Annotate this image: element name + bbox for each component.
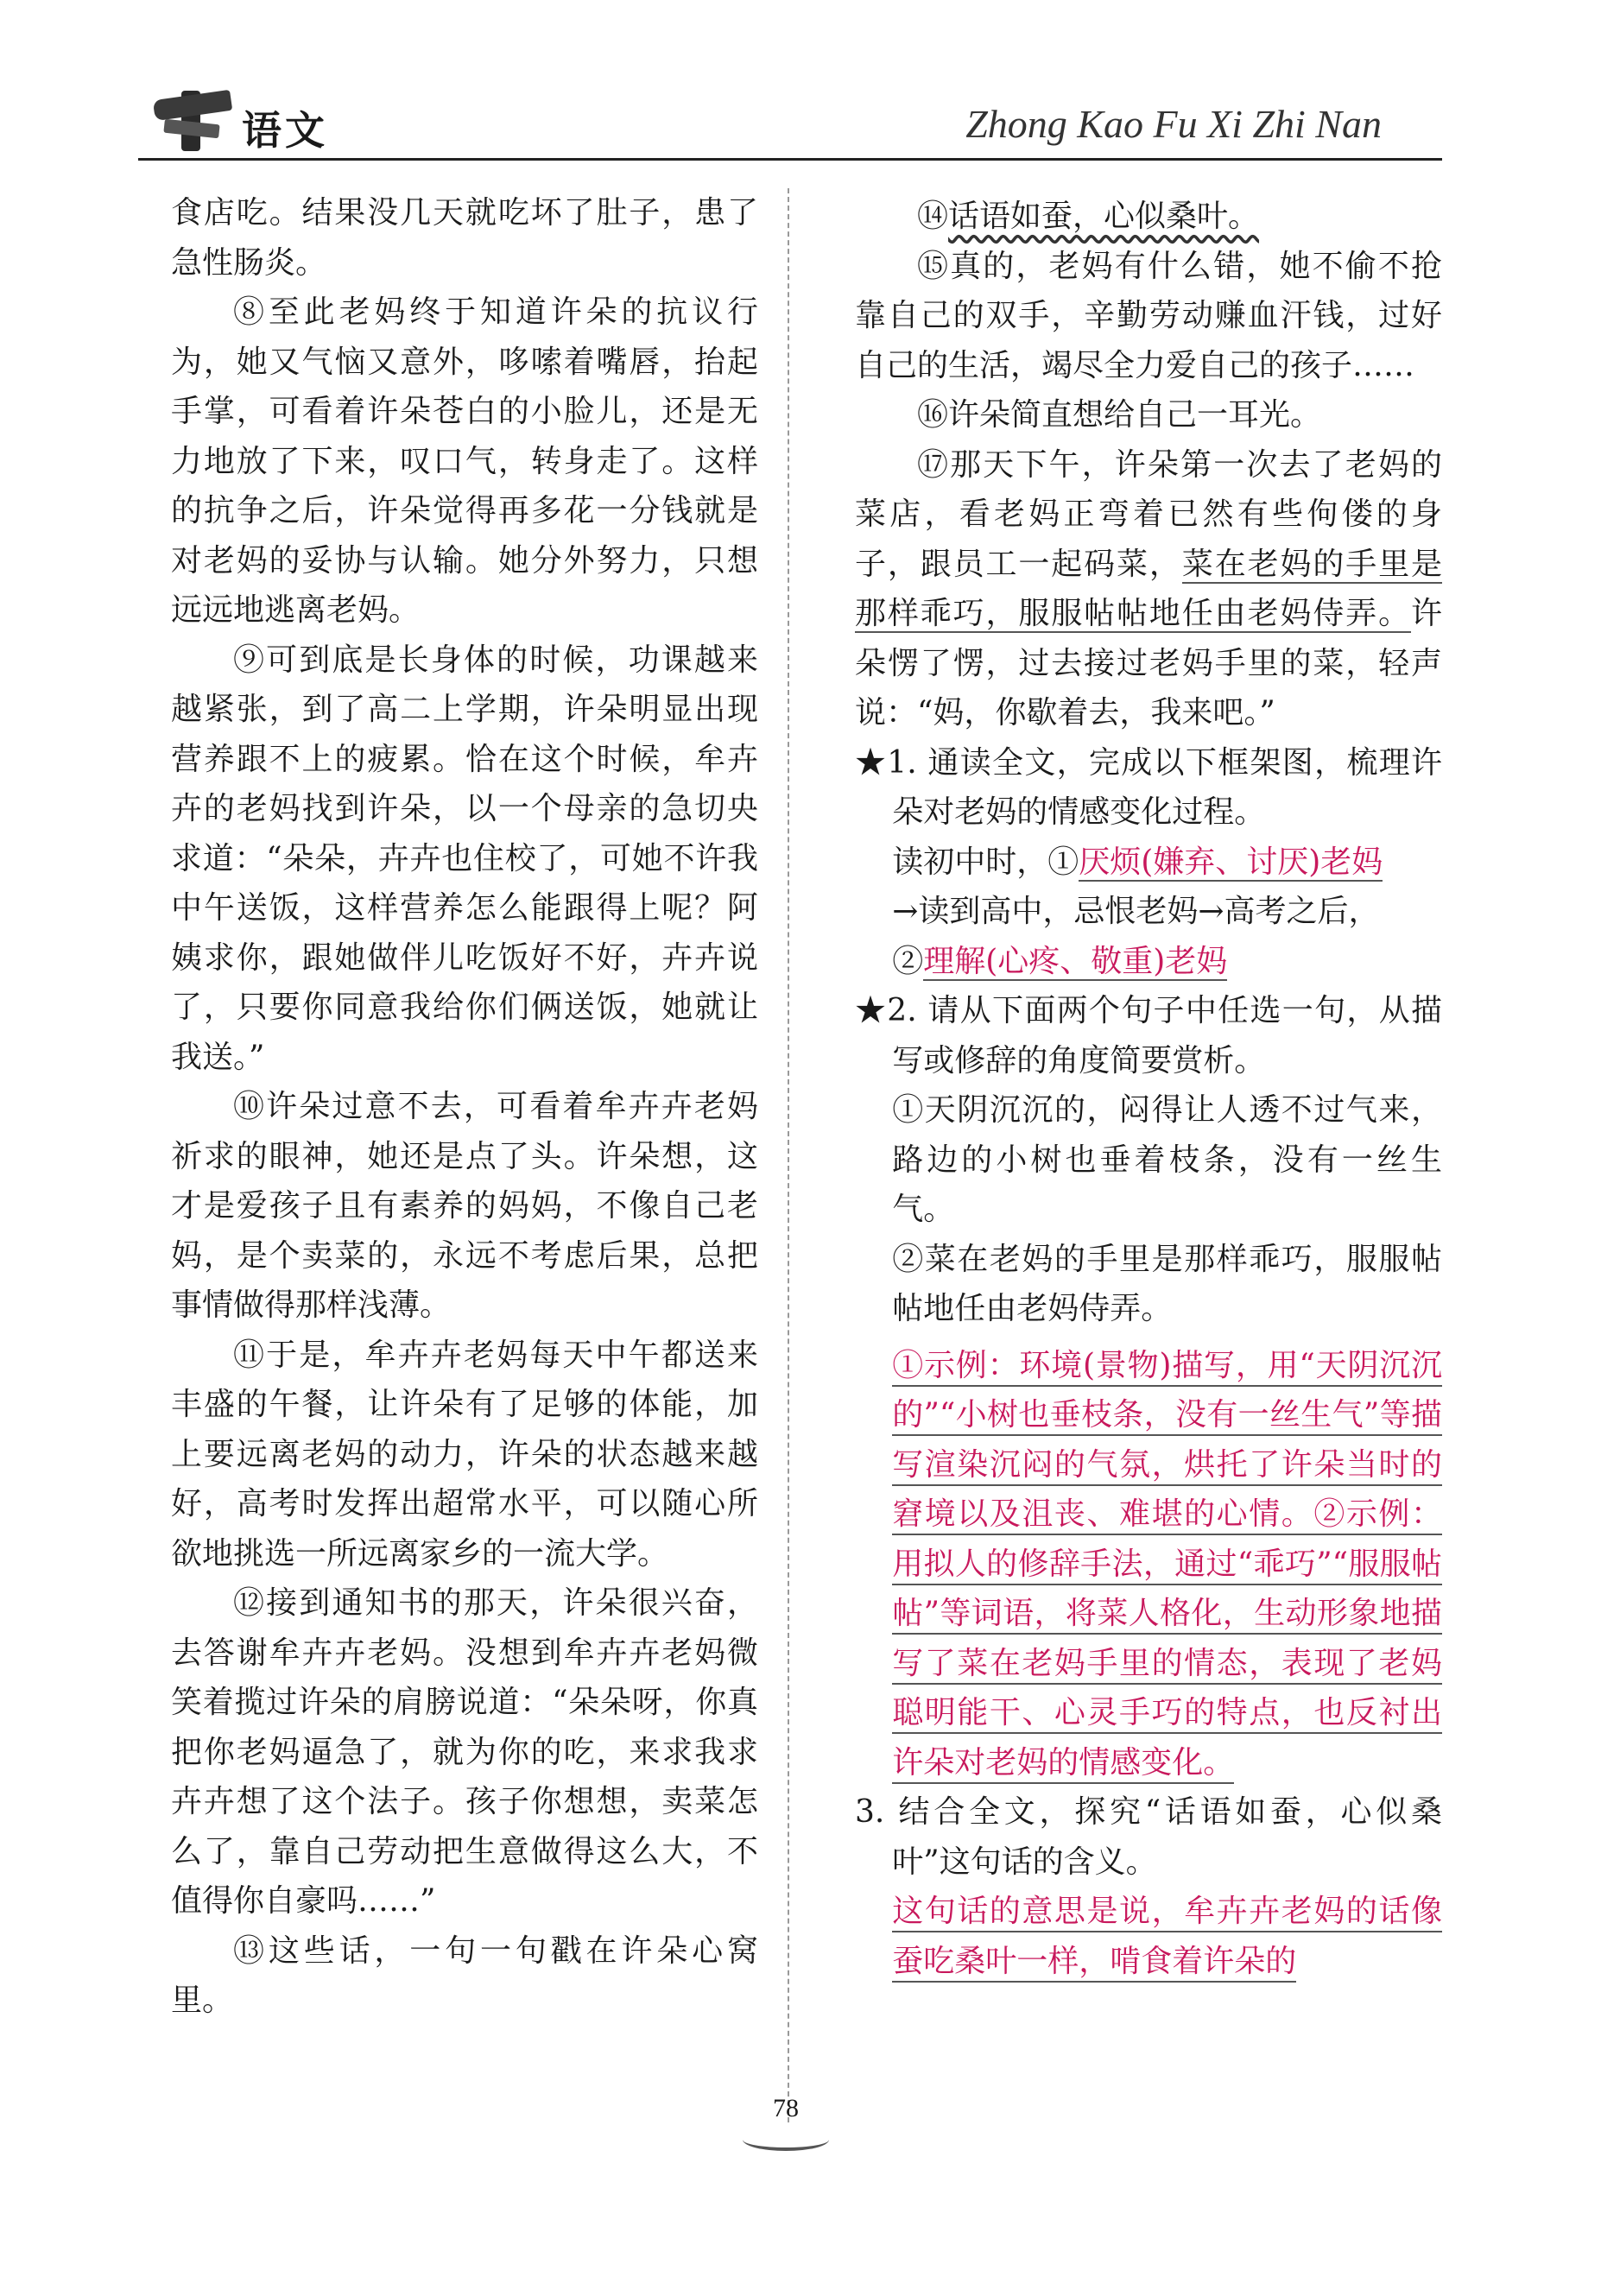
page-header [130,82,1442,168]
paragraph-14-number: ⑭ [917,199,949,234]
paragraph-9: ⑨可到底是长身体的时候，功课越来越紧张，到了高二上学期，许朵明显出现营养跟不上的疲累。恰在这个时候，牟卉卉的老妈找到许朵，以一个母亲的急切央求道：“朵朵，卉卉也住校了，可她不许我中午送饭，这样营养怎么能跟得上呢？阿姨求你，跟她做伴儿吃饭好不好，卉卉说了，只要你同意我给你们俩送饭，她就让我送。” [171,642,758,1075]
question-1-answer-2: 理解(心疼、敬重)老妈 [923,943,1228,979]
question-1-answer-1: 厌烦(嫌弃、讨厌)老妈 [1079,844,1383,880]
page-number-text: 78 [773,2094,799,2122]
column-divider [788,188,789,2122]
question-2-answer-text: ①示例：环境(景物)描写，用“天阴沉沉的”“小树也垂枝条，没有一丝生气”等描写渲染沉闷的气氛，烘托了许朵当时的窘境以及沮丧、难堪的心情。②示例：用拟人的修辞手法，通过“乖巧”“服服帖帖”等词语，将菜人格化，生动形象地描写了菜在老妈手里的情态，表现了老妈聪明能干、心灵手巧的特点，也反衬出许朵对老妈的情感变化。 [892,1348,1442,1784]
paragraph-17-part-c: 许朵愣了愣，过去接过老妈手里的菜，轻声说：“妈，你歇着去，我来吧。” [855,596,1442,731]
question-1-line-2: →读到高中，忌恨老妈→高考之后， [892,894,1380,929]
left-column [171,188,758,2026]
question-1-prefix-2: ② [892,943,924,979]
question-3-title: 3. 结合全文，探究“话语如蚕，心似桑叶”这句话的含义。 [855,1794,1442,1880]
paragraph-17 [855,440,1442,738]
paragraph-7-end: 食店吃。结果没几天就吃坏了肚子，患了急性肠炎。 [171,195,758,281]
question-2-sentence-2: ②菜在老妈的手里是那样乖巧，服服帖帖地任由老妈侍弄。 [892,1241,1442,1326]
paragraph-8: ⑧至此老妈终于知道许朵的抗议行为，她又气恼又意外，哆嗦着嘴唇，抬起手掌，可看着许朵苍白的小脸儿，还是无力地放了下来，叹口气，转身走了。这样的抗争之后，许朵觉得再多花一分钱就是对老妈的妥协与认输。她分外努力，只想远远地逃离老妈。 [171,294,758,628]
subject-title: 语文 [242,107,328,154]
question-2-sentence-1: ①天阴沉沉的，闷得让人透不过气来，路边的小树也垂着枝条，没有一丝生气。 [892,1092,1442,1227]
paragraph-12: ⑫接到通知书的那天，许朵很兴奋，去答谢牟卉卉老妈。没想到牟卉卉老妈微笑着揽过许朵的肩膀说道：“朵朵呀，你真把你老妈逼急了，就为你的吃，来求我求卉卉想了这个法子。孩子你想想，卖菜怎么了，靠自己劳动把生意做得这么大，不值得你自豪吗……” [171,1585,758,1919]
question-3-answer-text: 这句话的意思是说，牟卉卉老妈的话像蚕吃桑叶一样，啃食着许朵的 [892,1894,1442,1983]
paragraph-17-part-a: ⑰那天下午，许朵第一次去了老妈的菜店，看老妈正弯着已然有些佝偻的身子，跟员工一起码菜， [855,446,1442,582]
paragraph-10: ⑩许朵过意不去，可看着牟卉卉老妈祈求的眼神，她还是点了头。许朵想，这才是爱孩子且有素养的妈妈，不像自己老妈，是个卖菜的，永远不考虑后果，总把事情做得那样浅薄。 [171,1089,758,1323]
right-column [855,192,1442,1986]
page-number-arc [743,2128,829,2151]
paragraph-14 [855,192,1442,242]
question-1-line-1 [855,838,1442,888]
question-2-answer [855,1341,1442,1788]
paragraph-15: ⑮真的，老妈有什么错，她不偷不抢靠自己的双手，辛勤劳动赚血汗钱，过好自己的生活，竭尽全力爱自己的孩子…… [855,248,1442,383]
paragraph-13: ⑬这些话，一句一句戳在许朵心窝里。 [171,1932,758,2018]
paragraph-14-text: 话语如蚕，心似桑叶。 [948,199,1260,234]
question-2-title: ★2. 请从下面两个句子中任选一句，从描写或修辞的角度简要赏析。 [855,993,1442,1078]
series-title: Zhong Kao Fu Xi Zhi Nan [965,102,1382,146]
page-number [734,2094,838,2154]
question-3-answer [855,1887,1442,1986]
paragraph-16: ⑯许朵简直想给自己一耳光。 [917,397,1322,433]
paragraph-11: ⑪于是，牟卉卉老妈每天中午都送来丰盛的午餐，让许朵有了足够的体能，加上要远离老妈的动力，许朵的状态越来越好，高考时发挥出超常水平，可以随心所欲地挑选一所远离家乡的一流大学。 [171,1337,758,1572]
header-rule [138,158,1442,161]
paragraph-17-underlined: 菜在老妈的手里是那样乖巧，服服帖帖地任由老妈侍弄。 [855,546,1442,631]
spacer [855,1334,1442,1341]
signpost-arm-lower [163,119,219,139]
question-1-line-3 [855,937,1442,987]
question-1-prefix: 读初中时，① [892,844,1079,880]
question-1-title: ★1. 通读全文，完成以下框架图，梳理许朵对老妈的情感变化过程。 [855,744,1442,830]
